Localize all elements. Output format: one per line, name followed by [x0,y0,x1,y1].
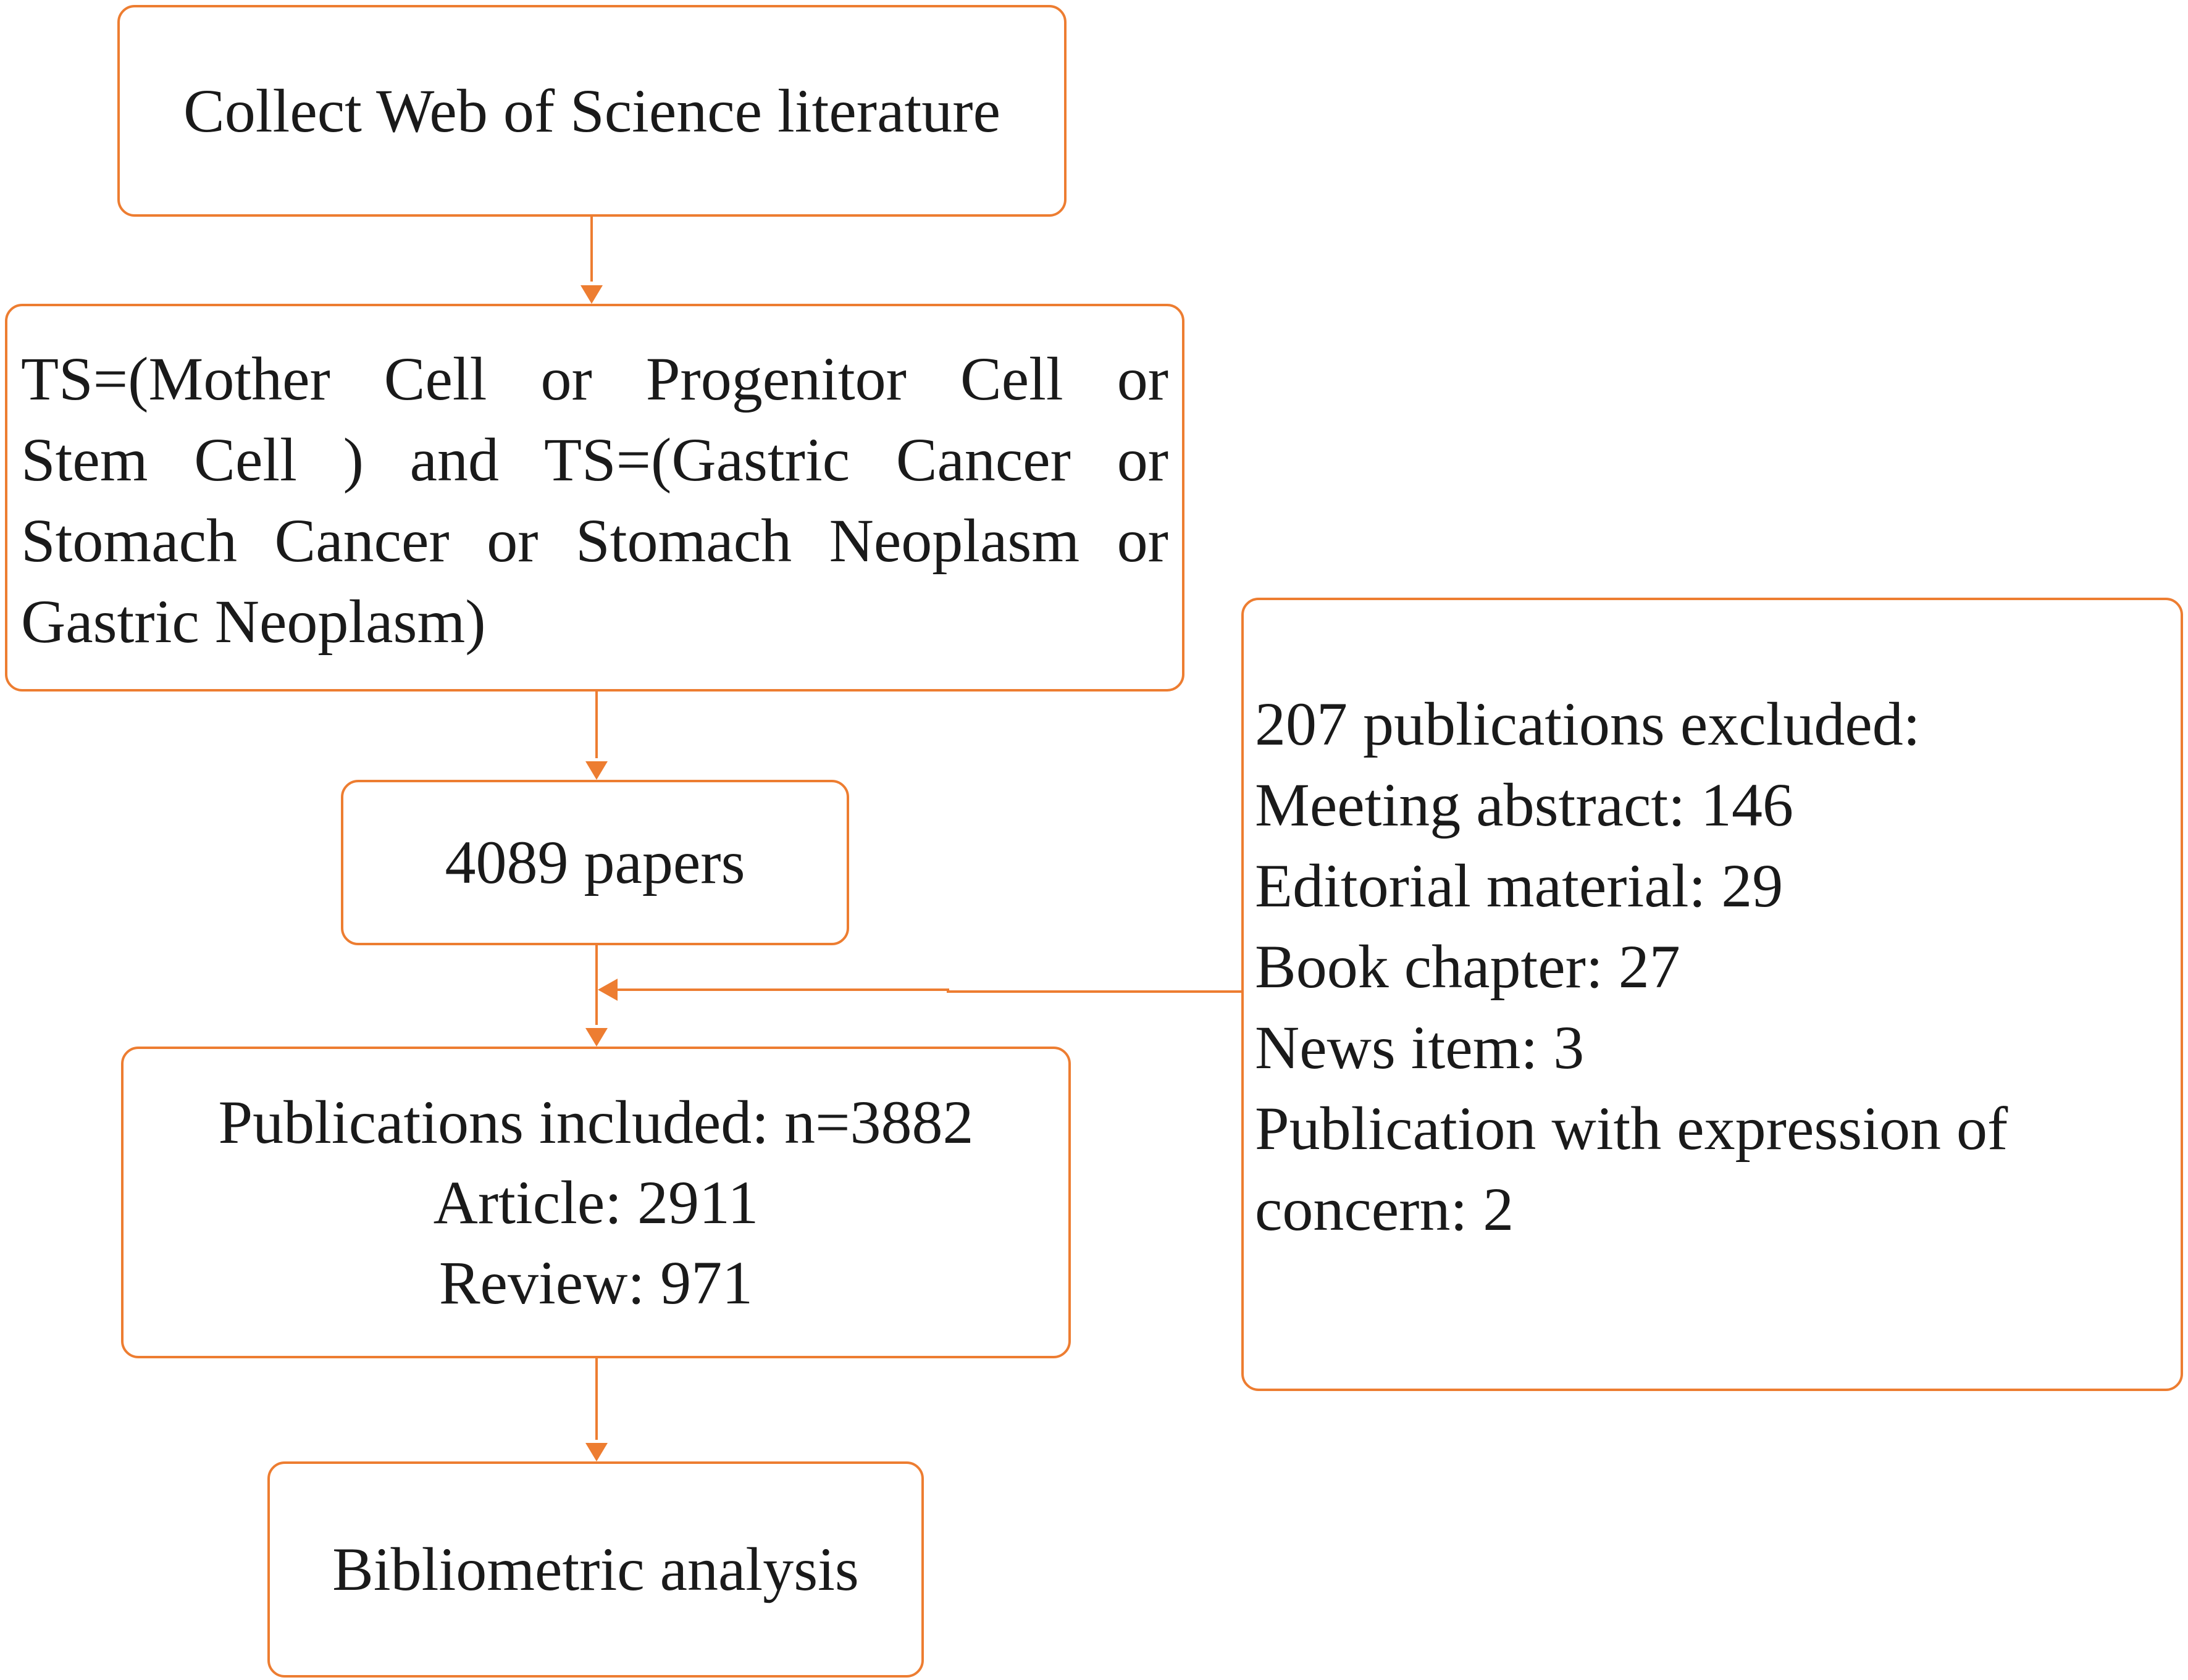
bibliometric-analysis-label: Bibliometric analysis [332,1535,859,1603]
included-review: Review: 971 [438,1248,753,1317]
arrowhead-excluded-to-main-flow [598,979,618,1001]
excluded-item: concern: 2 [1255,1175,1514,1243]
bibliometric-analysis-box [267,1461,924,1678]
collect-literature-label: Collect Web of Science literature [183,76,1000,145]
included-total: Publications included: n=3882 [218,1087,974,1156]
search-query-line: TS=(Mother Cell or Progenitor Cell or [21,345,1168,413]
arrowhead-collect-to-query [581,285,603,304]
arrowhead-query-to-papers [585,761,608,780]
publications-included-text [219,1082,974,1323]
excluded-publications-box [1241,598,2183,1391]
excluded-item: Meeting abstract: 146 [1255,771,1793,839]
excluded-item: Editorial material: 29 [1255,851,1784,920]
excluded-heading: 207 publications excluded: [1255,690,1921,758]
arrow-excluded-to-main-flow [618,990,1241,992]
search-query-line: Stem Cell ) and TS=(Gastric Cancer or [21,425,1168,494]
arrowhead-papers-to-included [585,1028,608,1047]
papers-count-label: 4089 papers [445,828,745,896]
arrowhead-included-to-analysis [585,1443,608,1461]
papers-count-box [341,780,849,945]
excluded-item: Book chapter: 27 [1255,932,1680,1001]
search-query-line: Stomach Cancer or Stomach Neoplasm or [21,506,1168,575]
search-query-text [21,338,1168,662]
excluded-item: News item: 3 [1255,1013,1585,1082]
search-query-box [5,304,1184,692]
publications-included-box [121,1047,1071,1358]
search-query-line: Gastric Neoplasm) [21,587,486,656]
excluded-item: Publication with expression of [1255,1094,2008,1163]
included-article: Article: 2911 [433,1168,759,1237]
collect-literature-box [117,5,1067,217]
excluded-publications-list [1255,683,2008,1250]
